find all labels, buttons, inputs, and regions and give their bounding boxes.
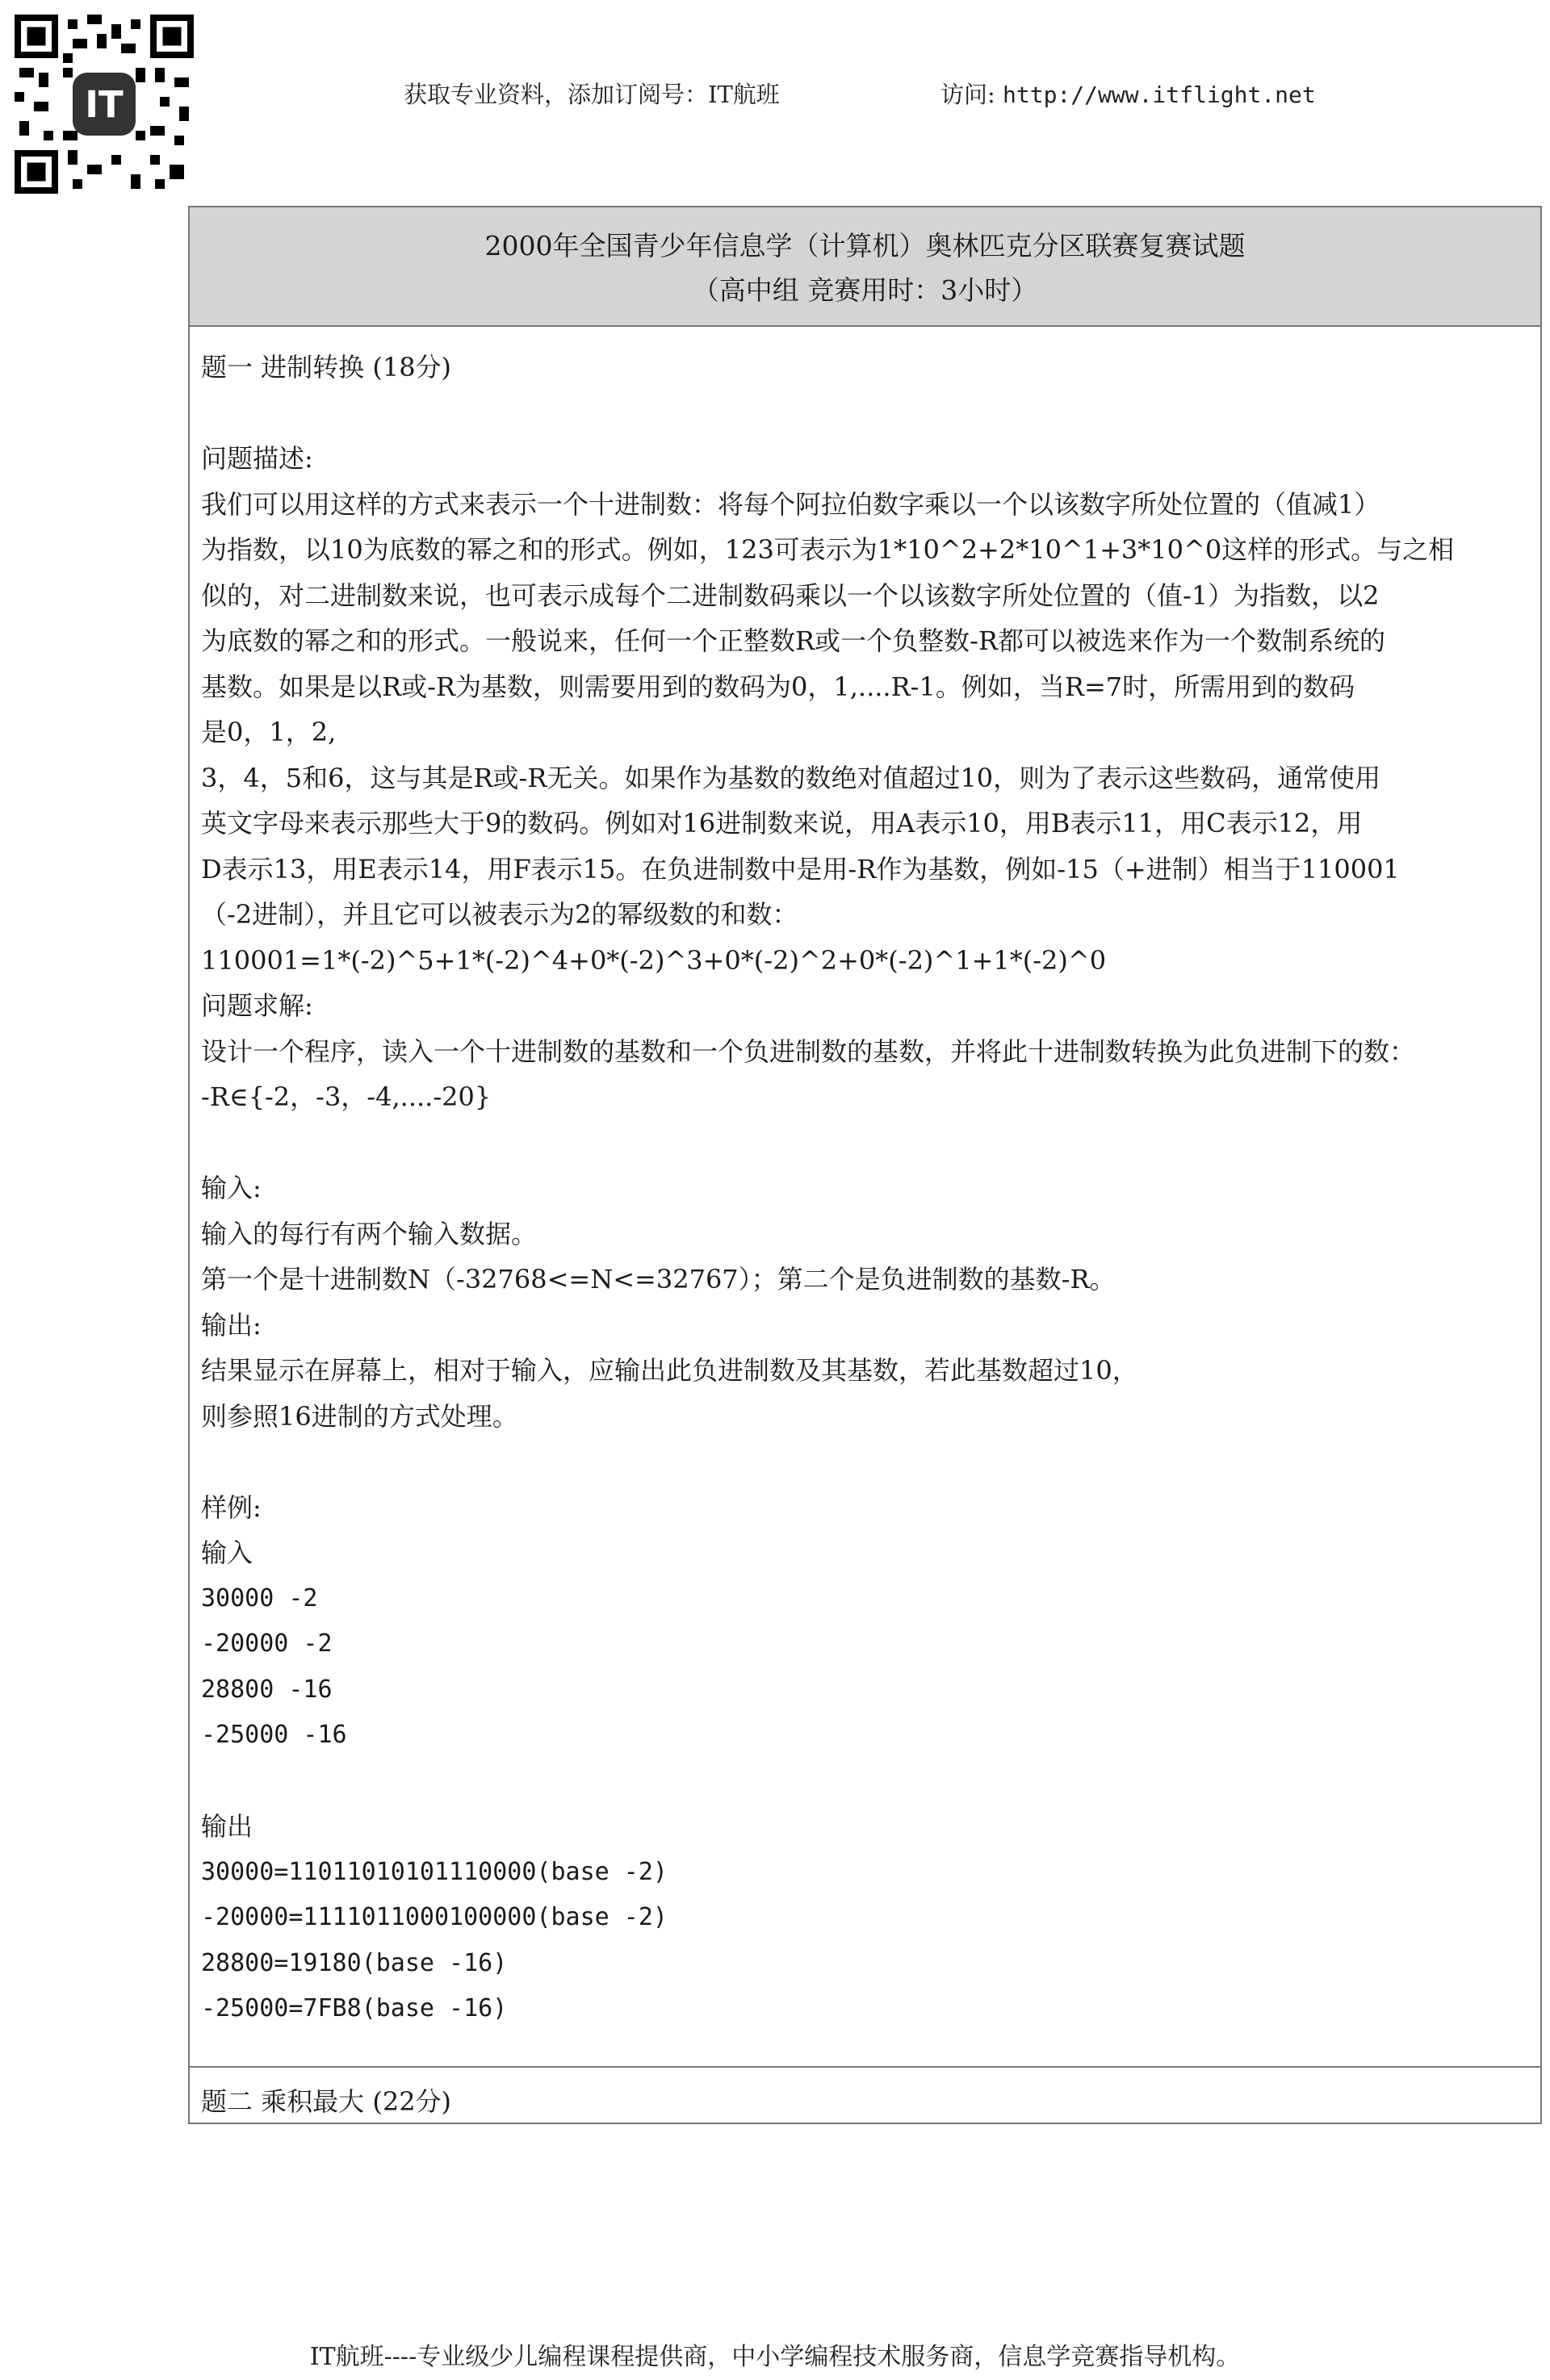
- qr-logo-text: IT: [85, 83, 124, 127]
- sample-output-line: -20000=1111011000100000(base -2): [201, 1903, 668, 1931]
- sample-label: 样例:: [201, 1491, 262, 1523]
- header-visit-label: 访问:: [940, 81, 1003, 108]
- desc-line: 设计一个程序，读入一个十进制数的基数和一个负进制数的基数，并将此十进制数转换为此负进制下的数：: [201, 1035, 1416, 1067]
- input-label: 输入:: [201, 1173, 262, 1203]
- sample-input-line: 28800 -16: [201, 1675, 333, 1704]
- page-footer: IT航班----专业级少儿编程课程提供商，中小学编程技术服务商，信息学竞赛指导机构。: [309, 2343, 1241, 2371]
- sample-output-label: 输出: [201, 1811, 253, 1842]
- output-label: 输出:: [201, 1309, 262, 1341]
- sample-input-line: 30000 -2: [201, 1583, 318, 1612]
- desc-line: 为底数的幂之和的形式。一般说来，任何一个正整数R或一个负整数-R都可以被选来作为一个数制系统的: [201, 625, 1386, 656]
- desc-line: D表示13，用E表示14，用F表示15。在负进制数中是用-R作为基数，例如-15（+进制）相当于110001: [201, 853, 1400, 885]
- input-line: 输入的每行有两个输入数据。: [201, 1218, 538, 1249]
- header-subscribe-text: 获取专业资料，添加订阅号：IT航班: [404, 81, 780, 108]
- exam-sheet: [188, 206, 1542, 2124]
- desc-line: （-2进制），并且它可以被表示为2的幂级数的和数：: [201, 899, 798, 930]
- qr-code-icon: [15, 15, 194, 194]
- problem1-heading: 题一 进制转换 (18分): [201, 352, 452, 383]
- desc-line: -R∈{-2，-3，-4,....-20}: [201, 1081, 492, 1112]
- sample-input-label: 输入: [201, 1537, 253, 1568]
- header-visit: [940, 77, 1316, 110]
- input-line: 第一个是十进制数N（-32768<=N<=32767）；第二个是负进制数的基数-R。: [201, 1264, 1116, 1295]
- desc-line: 是0，1，2,: [201, 717, 337, 747]
- desc-line: 3，4，5和6，这与其是R或-R无关。如果作为基数的数绝对值超过10，则为了表示这些数码，通常使用: [201, 762, 1381, 793]
- sample-output-line: -25000=7FB8(base -16): [201, 1994, 508, 2022]
- sample-output-line: 28800=19180(base -16): [201, 1948, 508, 1977]
- output-line: 结果显示在屏幕上，相对于输入，应输出此负进制数及其基数，若此基数超过10，: [201, 1355, 1138, 1386]
- problem2-heading: 题二 乘积最大 (22分): [201, 2086, 452, 2117]
- output-line: 则参照16进制的方式处理。: [201, 1400, 518, 1432]
- exam-title-cell: [190, 207, 1540, 327]
- sample-input-line: -25000 -16: [201, 1721, 347, 1749]
- desc-line: 基数。如果是以R或-R为基数，则需要用到的数码为0，1,....R-1。例如，当R=7时，所需用到的数码: [201, 671, 1355, 702]
- exam-subtitle: （高中组 竞赛用时：3小时）: [692, 274, 1038, 306]
- desc-formula: 110001=1*(-2)^5+1*(-2)^4+0*(-2)^3+0*(-2)^2+0*(-2)^1+1*(-2)^0: [201, 944, 1107, 976]
- desc-line: 问题求解:: [201, 990, 313, 1021]
- sample-output-line: 30000=11011010101110000(base -2): [201, 1857, 668, 1886]
- problem2-cell: [190, 2068, 1540, 2124]
- problem1-cell: [190, 327, 1540, 2068]
- sample-input-line: -20000 -2: [201, 1629, 333, 1658]
- header-url-link[interactable]: http://www.itflight.net: [1003, 82, 1316, 108]
- desc-line: 为指数，以10为底数的幂之和的形式。例如，123可表示为1*10^2+2*10^1+3*10^0这样的形式。与之相: [201, 534, 1455, 565]
- desc-line: 我们可以用这样的方式来表示一个十进制数：将每个阿拉伯数字乘以一个以该数字所处位置的（值减1）: [201, 488, 1380, 520]
- desc-line: 似的，对二进制数来说，也可表示成每个二进制数码乘以一个以该数字所处位置的（值-1）为指数，以2: [201, 579, 1380, 611]
- exam-title: 2000年全国青少年信息学（计算机）奥林匹克分区联赛复赛试题: [484, 230, 1246, 261]
- desc-line: 英文字母来表示那些大于9的数码。例如对16进制数来说，用A表示10，用B表示11，用C表示12，用: [201, 808, 1363, 839]
- problem1-desc-label: 问题描述:: [201, 443, 313, 474]
